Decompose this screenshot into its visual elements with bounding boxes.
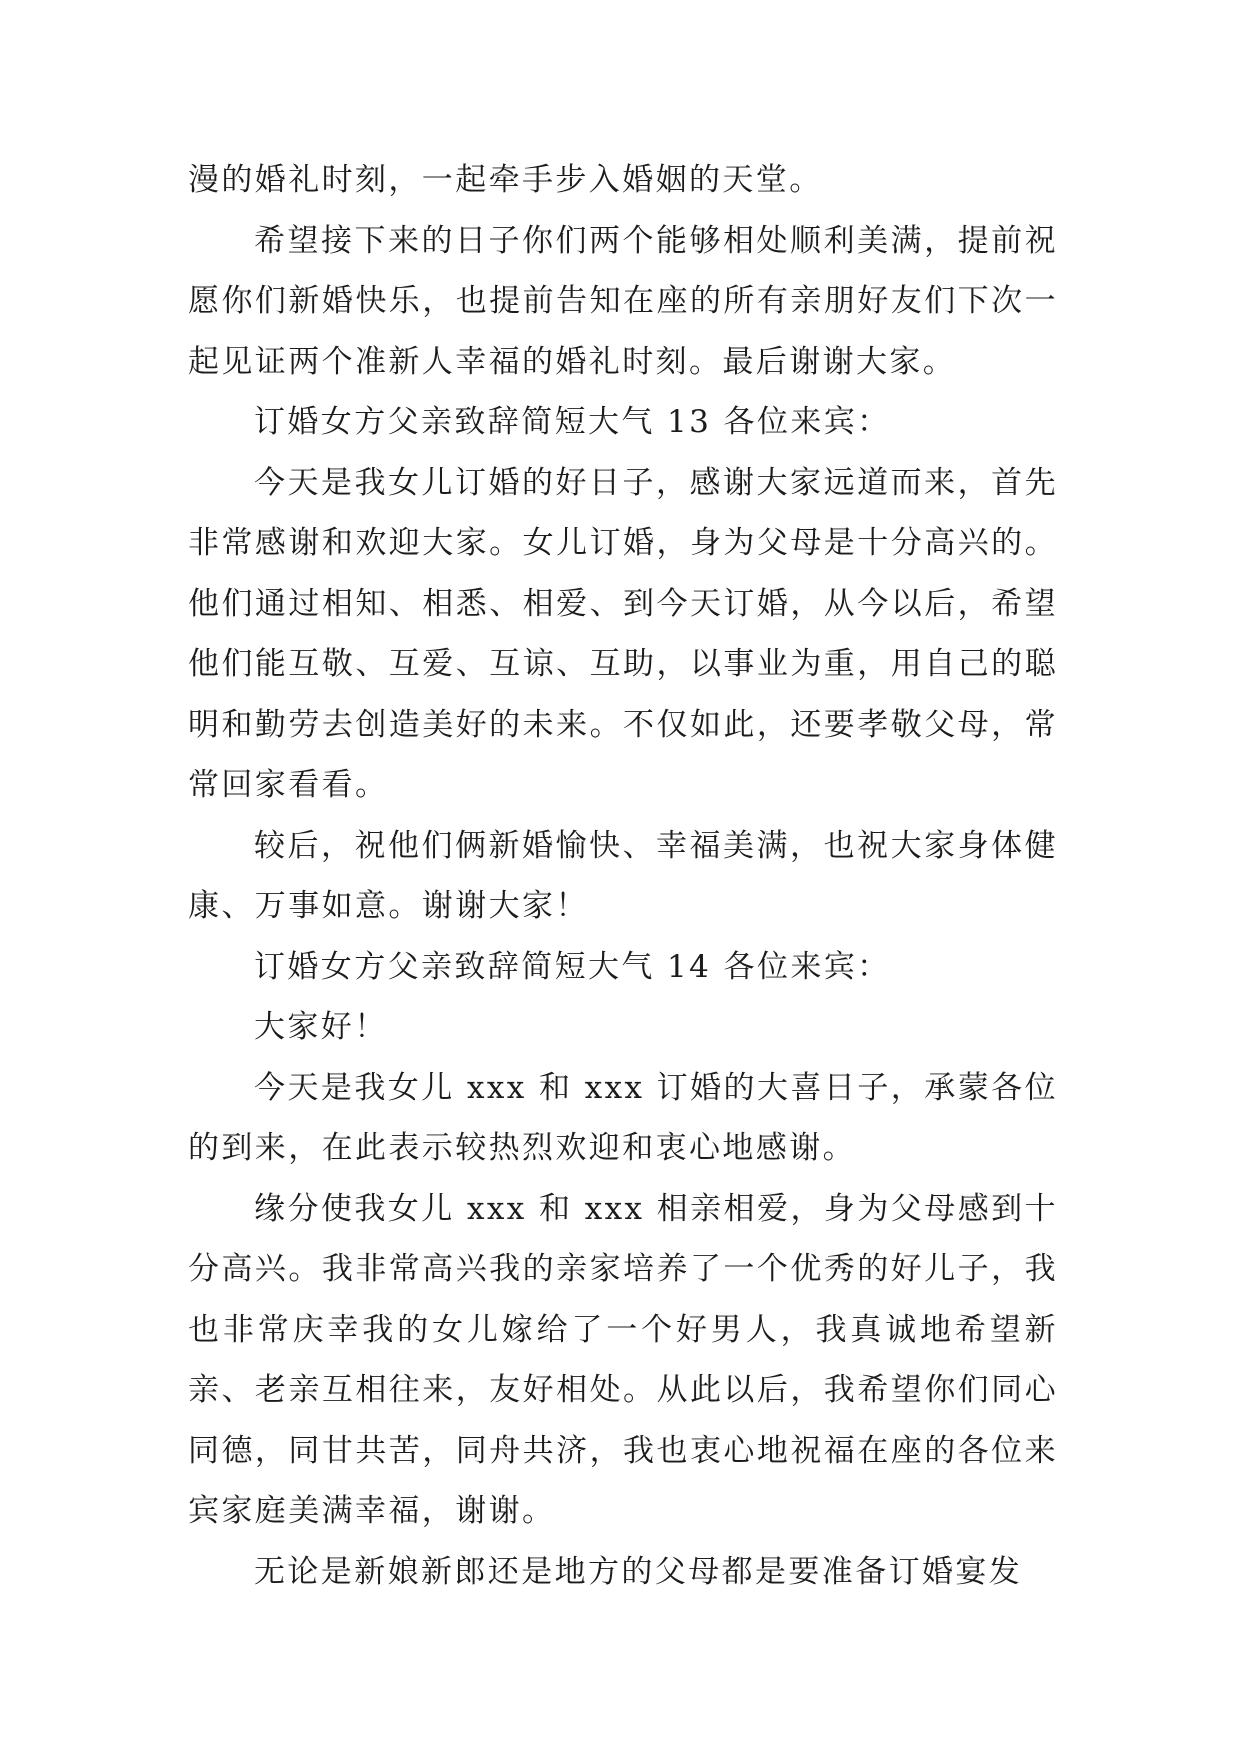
paragraph: 漫的婚礼时刻，一起牵手步入婚姻的天堂。 [188, 162, 823, 198]
paragraph: 缘分使我女儿 xxx 和 xxx 相亲相爱，身为父母感到十分高兴。我非常高兴我的亲家培养了一个优秀的好儿子，我也非常庆幸我的女儿嫁给了一个好男人，我真诚地希望新亲、老亲互相往来，友好相处。从此以后，我希望你们同心同德，同甘共苦，同舟共济，我也衷心地祝福在座的各位来宾家庭美满幸福，谢谢。 [188, 1190, 1058, 1529]
paragraph: 希望接下来的日子你们两个能够相处顺利美满，提前祝愿你们新婚快乐，也提前告知在座的所有亲朋好友们下次一起见证两个准新人幸福的婚礼时刻。最后谢谢大家。 [188, 222, 1058, 380]
paragraph: 无论是新娘新郎还是地方的父母都是要准备订婚宴发 [254, 1553, 1023, 1590]
speech-heading: 订婚女方父亲致辞简短大气 14 各位来宾： [254, 948, 891, 985]
paragraph: 较后，祝他们俩新婚愉快、幸福美满，也祝大家身体健康、万事如意。谢谢大家！ [188, 827, 1058, 924]
paragraph: 今天是我女儿订婚的好日子，感谢大家远道而来，首先非常感谢和欢迎大家。女儿订婚，身为父母是十分高兴的。他们通过相知、相悉、相爱、到今天订婚，从今以后，希望他们能互敬、互爱、互谅、互助，以事业为重，用自己的聪明和勤劳去创造美好的未来。不仅如此，还要孝敬父母，常常回家看看。 [188, 464, 1058, 803]
paragraph: 今天是我女儿 xxx 和 xxx 订婚的大喜日子，承蒙各位的到来，在此表示较热烈欢迎和衷心地感谢。 [188, 1069, 1058, 1166]
speech-heading: 订婚女方父亲致辞简短大气 13 各位来宾： [254, 404, 891, 440]
document-body [188, 150, 1058, 1602]
greeting: 大家好！ [254, 1009, 388, 1045]
